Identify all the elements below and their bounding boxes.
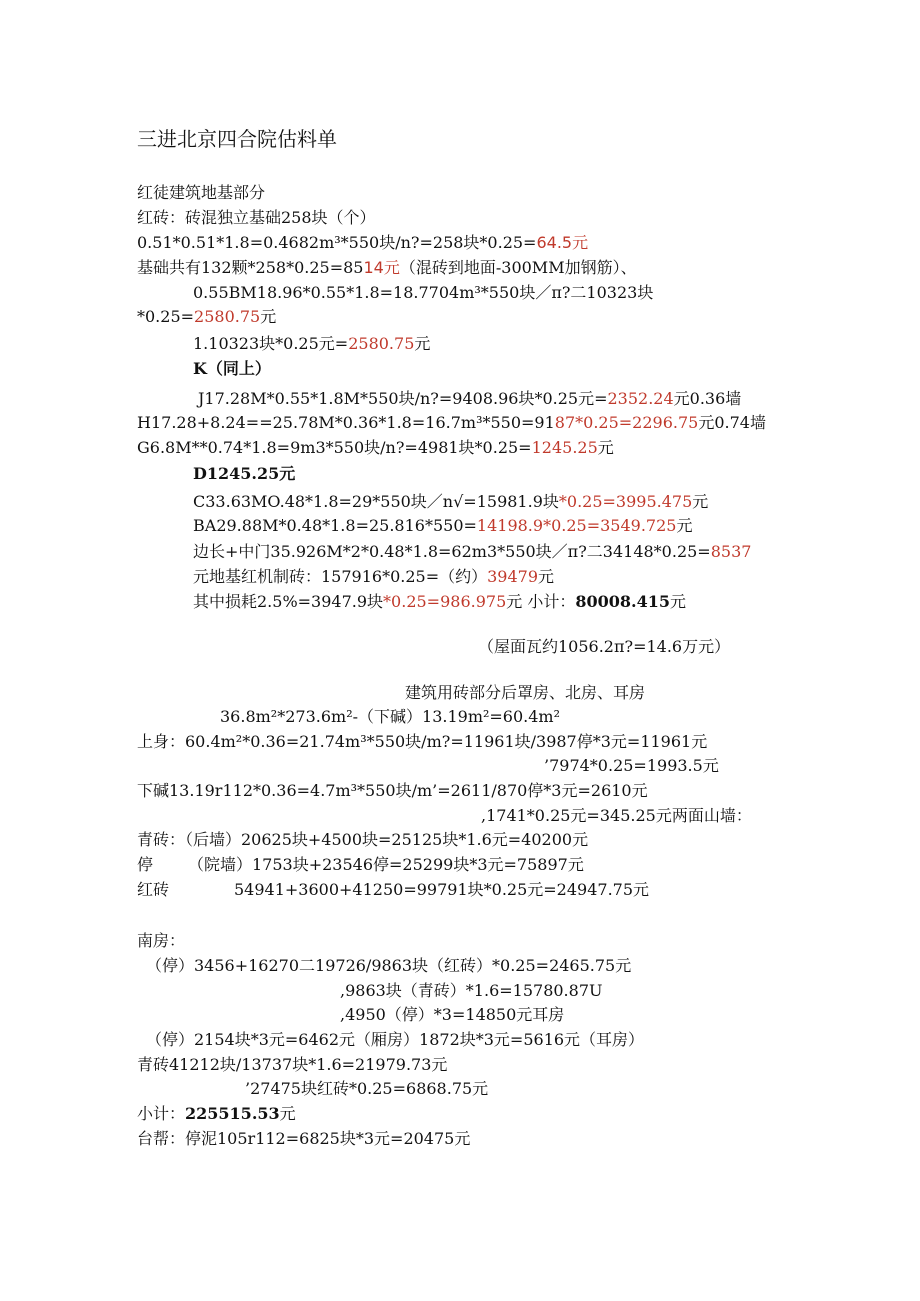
building-line-8b: 54941+3600+41250=99791块*0.25元=24947.75元 (234, 880, 650, 899)
highlight-value: 1245.25 (531, 438, 598, 457)
south-line-1: （停）3456+16270二19726/9863块（红砖）*0.25=2465.75元 (146, 956, 632, 975)
page-title: 三进北京四合院估料单 (137, 127, 337, 151)
building-line-3: ’7974*0.25=1993.5元 (544, 756, 719, 775)
south-line-2: ,9863块（青砖）*1.6=15780.87U (340, 981, 603, 1000)
foundation-subtotal: 其中损耗2.5%=3947.9块*0.25=986.975元 小计：80008.415元 (193, 592, 686, 611)
building-line-7b: （院墙）1753块+23546停=25299块*3元=75897元 (188, 855, 584, 874)
south-line-3: ,4950（停）*3=14850元耳房 (340, 1005, 565, 1024)
foundation-line-8: J17.28M*0.55*1.8M*550块/n?=9408.96块*0.25元=2352.24元0.36墙 (198, 389, 742, 408)
foundation-line-9: H17.28+8.24==25.78M*0.36*1.8=16.7m³*550=9187*0.25=2296.75元0.74墙 (137, 413, 766, 432)
foundation-line-14: 边长+中门35.926M*2*0.48*1.8=62m3*550块／π?二34148*0.25=8537 (193, 542, 752, 561)
highlight-value: 8537 (710, 542, 752, 561)
highlight-value: 64.5元 (536, 233, 589, 252)
foundation-line-2: 0.51*0.51*1.8=0.4682m³*550块/n?=258块*0.25=64.5元 (137, 233, 589, 252)
highlight-value: 2352.24 (607, 389, 674, 408)
highlight-value: 87*0.25=2296.75 (554, 413, 699, 432)
foundation-line-4: 0.55BM18.96*0.55*1.8=18.7704m³*550块／π?二10323块 (193, 283, 654, 302)
foundation-heading: 红徒建筑地基部分 (137, 183, 266, 202)
south-line-8: 台帮：停泥105r112=6825块*3元=20475元 (137, 1129, 471, 1148)
building-line-7: 停 (137, 855, 154, 874)
building-line-8: 红砖 (137, 880, 170, 899)
building-line-4: 下碱13.19r112*0.36=4.7m³*550块/m’=2611/870停*3元=2610元 (137, 781, 648, 800)
foundation-line-5: *0.25=2580.75元 (137, 307, 277, 326)
foundation-line-1: 红砖：砖混独立基础258块（个） (137, 208, 376, 227)
highlight-value: 39479 (487, 567, 539, 586)
highlight-value: 14元 (363, 258, 400, 277)
building-line-6: 青砖：（后墙）20625块+4500块=25125块*1.6元=40200元 (137, 830, 589, 849)
highlight-value: *0.25=986.975 (383, 592, 507, 611)
building-line-1: 36.8m²*273.6m²-（下碱）13.19m²=60.4m² (220, 707, 561, 726)
foundation-line-12: C33.63MO.48*1.8=29*550块／n√=15981.9块*0.25=3995.475元 (193, 492, 709, 511)
south-line-6: ’27475块红砖*0.25=6868.75元 (245, 1079, 489, 1098)
highlight-value: 14198.9*0.25=3549.725 (476, 516, 677, 535)
south-line-4: （停）2154块*3元=6462元（厢房）1872块*3元=5616元（耳房） (146, 1030, 645, 1049)
south-line-5: 青砖41212块/13737块*1.6=21979.73元 (137, 1055, 448, 1074)
building-heading: 建筑用砖部分后罩房、北房、耳房 (405, 683, 646, 702)
highlight-value: 2580.75 (194, 307, 261, 326)
foundation-line-3: 基础共有132颗*258*0.25=8514元（混砖到地面-300MM加钢筋）、 (137, 258, 637, 277)
building-line-5: ,1741*0.25元=345.25元两面山墙： (481, 806, 752, 825)
foundation-line-7: K（同上） (193, 359, 271, 378)
foundation-line-10: G6.8M**0.74*1.8=9m3*550块/n?=4981块*0.25=1245.25元 (137, 438, 614, 457)
south-heading: 南房： (137, 931, 186, 950)
foundation-line-11: D1245.25元 (193, 464, 296, 483)
foundation-line-6: 1.10323块*0.25元=2580.75元 (193, 334, 431, 353)
highlight-value: *0.25=3995.475 (558, 492, 693, 511)
roof-note: （屋面瓦约1056.2π?=14.6万元） (478, 637, 731, 656)
building-line-2: 上身：60.4m²*0.36=21.74m³*550块/m?=11961块/3987停*3元=11961元 (137, 732, 708, 751)
highlight-value: 2580.75 (348, 334, 415, 353)
foundation-line-13: BA29.88M*0.48*1.8=25.816*550=14198.9*0.25=3549.725元 (193, 516, 693, 535)
foundation-line-15: 元地基红机制砖：157916*0.25=（约）39479元 (193, 567, 555, 586)
south-subtotal: 小计：225515.53元 (137, 1104, 296, 1123)
